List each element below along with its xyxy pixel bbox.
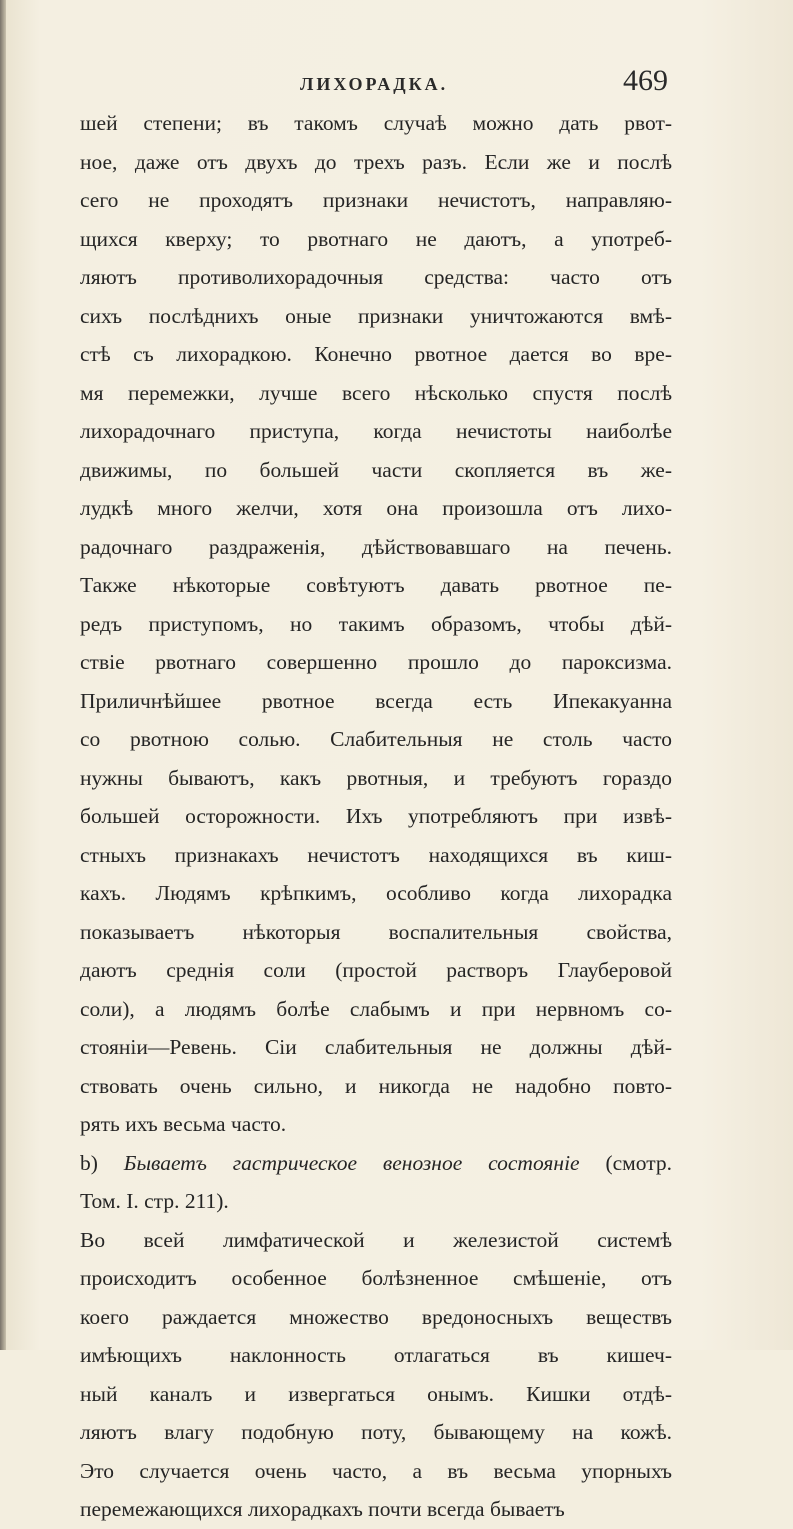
text-line: показываетъ нѣкоторыя воспалительныя свойства, — [80, 919, 672, 944]
text-line: лудкѣ много желчи, хотя она произошла отъ лихо- — [80, 496, 672, 520]
text-line: имѣющихъ наклонность отлагаться въ кишеч- — [80, 1343, 672, 1367]
text-line: происходитъ особенное болѣзненное смѣшеніе, отъ — [80, 1266, 672, 1290]
running-title: ЛИХОРАДКА. — [300, 74, 449, 94]
text-line: радочнаго раздраженія, дѣйствовавшаго на печень. — [80, 534, 672, 559]
text-line: Во всей лимфатической и железистой системѣ — [80, 1227, 672, 1252]
text-line: перемежающихся лихорадкахъ почти всегда бываетъ — [80, 1497, 565, 1521]
text-line: нужны бываютъ, какъ рвотныя, и требуютъ гораздо — [80, 765, 672, 790]
text-line: лихорадочнаго приступа, когда нечистоты наиболѣе — [80, 419, 672, 443]
text-line: стѣ съ лихорадкою. Конечно рвотное дается во вре- — [80, 342, 672, 366]
text-line: щихся кверху; то рвотнаго не даютъ, а употреб- — [80, 226, 672, 251]
text-line: ный каналъ и извергаться онымъ. Кишки отдѣ- — [80, 1381, 672, 1406]
text-line: даютъ среднія соли (простой растворъ Глауберовой — [80, 958, 672, 982]
text-line: ляютъ влагу подобную поту, бывающему на кожѣ. — [80, 1420, 672, 1444]
section-b-italic-heading: Бываетъ гастрическое венозное состояніе — [123, 1150, 580, 1175]
text-line: коего раждается множество вредоносныхъ веществъ — [80, 1304, 672, 1329]
text-line: Это случается очень часто, а въ весьма упорныхъ — [80, 1458, 672, 1483]
text-line: сего не проходятъ признаки нечистотъ, направляю- — [80, 188, 672, 212]
binding-edge — [0, 0, 6, 1350]
text-line: шей степени; въ такомъ случаѣ можно дать рвот- — [80, 111, 672, 135]
text-line: мя перемежки, лучше всего нѣсколько спустя послѣ — [80, 380, 672, 405]
body-text — [80, 104, 672, 1529]
text-line: со рвотною солью. Слабительныя не столь часто — [80, 727, 672, 751]
text-line: большей осторожности. Ихъ употребляютъ при извѣ- — [80, 804, 672, 828]
text-line: Также нѣкоторые совѣтуютъ давать рвотное пе- — [80, 573, 672, 597]
text-line: кахъ. Людямъ крѣпкимъ, особливо когда лихорадка — [80, 881, 672, 905]
page-header — [0, 64, 793, 104]
page-number: 469 — [623, 64, 668, 97]
section-b-reference-line: Том. I. стр. 211). — [80, 1189, 229, 1213]
text-line: ствіе рвотнаго совершенно прошло до пароксизма. — [80, 650, 672, 674]
text-line: ляютъ противолихорадочныя средства: часто отъ — [80, 265, 672, 289]
text-line: стныхъ признакахъ нечистотъ находящихся въ киш- — [80, 842, 672, 867]
text-line: редъ приступомъ, но такимъ образомъ, чтобы дѣй- — [80, 611, 672, 636]
text-line: ствовать очень сильно, и никогда не надобно повто- — [80, 1073, 672, 1098]
text-line: стояніи—Ревень. Сіи слабительныя не должны дѣй- — [80, 1035, 672, 1059]
text-line: сихъ послѣднихъ оные признаки уничтожаются вмѣ- — [80, 303, 672, 328]
text-line: рять ихъ весьма часто. — [80, 1112, 287, 1136]
paragraph-fever-treatment — [80, 104, 672, 1144]
text-line: соли), а людямъ болѣе слабымъ и при нервномъ со- — [80, 996, 672, 1021]
section-b-heading-line — [80, 1144, 672, 1183]
paragraph-venous-state — [80, 1221, 672, 1529]
section-b-reference-start: (смотр. — [605, 1150, 673, 1175]
text-line: Приличнѣйшее рвотное всегда есть Ипекакуанна — [80, 688, 672, 713]
text-line: ное, даже отъ двухъ до трехъ разъ. Если же и послѣ — [80, 149, 672, 174]
section-b-label: b) — [80, 1150, 98, 1175]
text-line: движимы, по большей части скопляется въ же- — [80, 457, 672, 482]
